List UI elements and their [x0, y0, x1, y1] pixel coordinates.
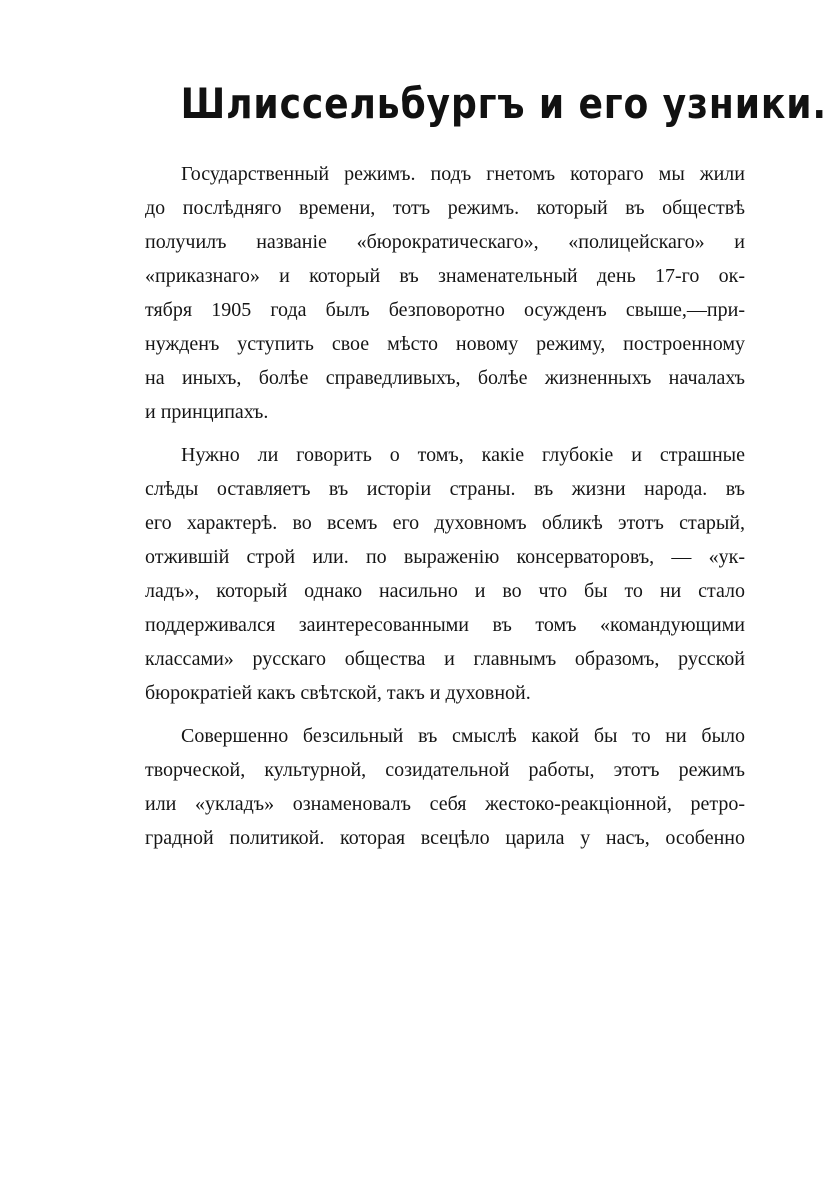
text-line: отжившій строй или. по выраженію консерваторовъ, — «ук- [145, 546, 745, 568]
text-line: или «укладъ» ознаменовалъ себя жестоко-реакціонной, ретро- [145, 793, 745, 815]
text-line: Нужно ли говорить о томъ, какіе глубокіе и страшные [181, 444, 745, 466]
text-line: творческой, культурной, созидательной работы, этотъ режимъ [145, 759, 745, 781]
paragraph-1 [145, 157, 745, 429]
paragraph-3 [145, 719, 745, 855]
text-line: получилъ названіе «бюрократическаго», «полицейскаго» и [145, 231, 745, 253]
text-line: тября 1905 года былъ безповоротно осужденъ свыше,—при- [145, 299, 745, 321]
text-line: «приказнаго» и который въ знаменательный день 17-го ок- [145, 265, 745, 287]
text-line: до послѣдняго времени, тотъ режимъ. который въ обществѣ [145, 197, 745, 219]
text-line: нужденъ уступить свое мѣсто новому режиму, построенному [145, 333, 745, 355]
text-line: Государственный режимъ. подъ гнетомъ котораго мы жили [181, 163, 745, 185]
text-line: и принципахъ. [145, 401, 269, 423]
body-text [145, 157, 745, 864]
text-line: классами» русскаго общества и главнымъ образомъ, русской [145, 648, 745, 670]
text-line: бюрократіей какъ свѣтской, такъ и духовной. [145, 682, 531, 704]
text-line: ладъ», который однако насильно и во что бы то ни стало [145, 580, 745, 602]
text-line: Совершенно безсильный въ смыслѣ какой бы то ни было [181, 725, 745, 747]
text-line: градной политикой. которая всецѣло царила у насъ, особенно [145, 827, 745, 849]
page-title: Шлиссельбургъ и его узники. [180, 79, 828, 128]
text-line: слѣды оставляетъ въ исторіи страны. въ жизни народа. въ [145, 478, 745, 500]
text-line: поддерживался заинтересованными въ томъ «командующими [145, 614, 745, 636]
text-line: его характерѣ. во всемъ его духовномъ обликѣ этотъ старый, [145, 512, 745, 534]
paragraph-2 [145, 438, 745, 710]
text-line: на иныхъ, болѣе справедливыхъ, болѣе жизненныхъ началахъ [145, 367, 745, 389]
